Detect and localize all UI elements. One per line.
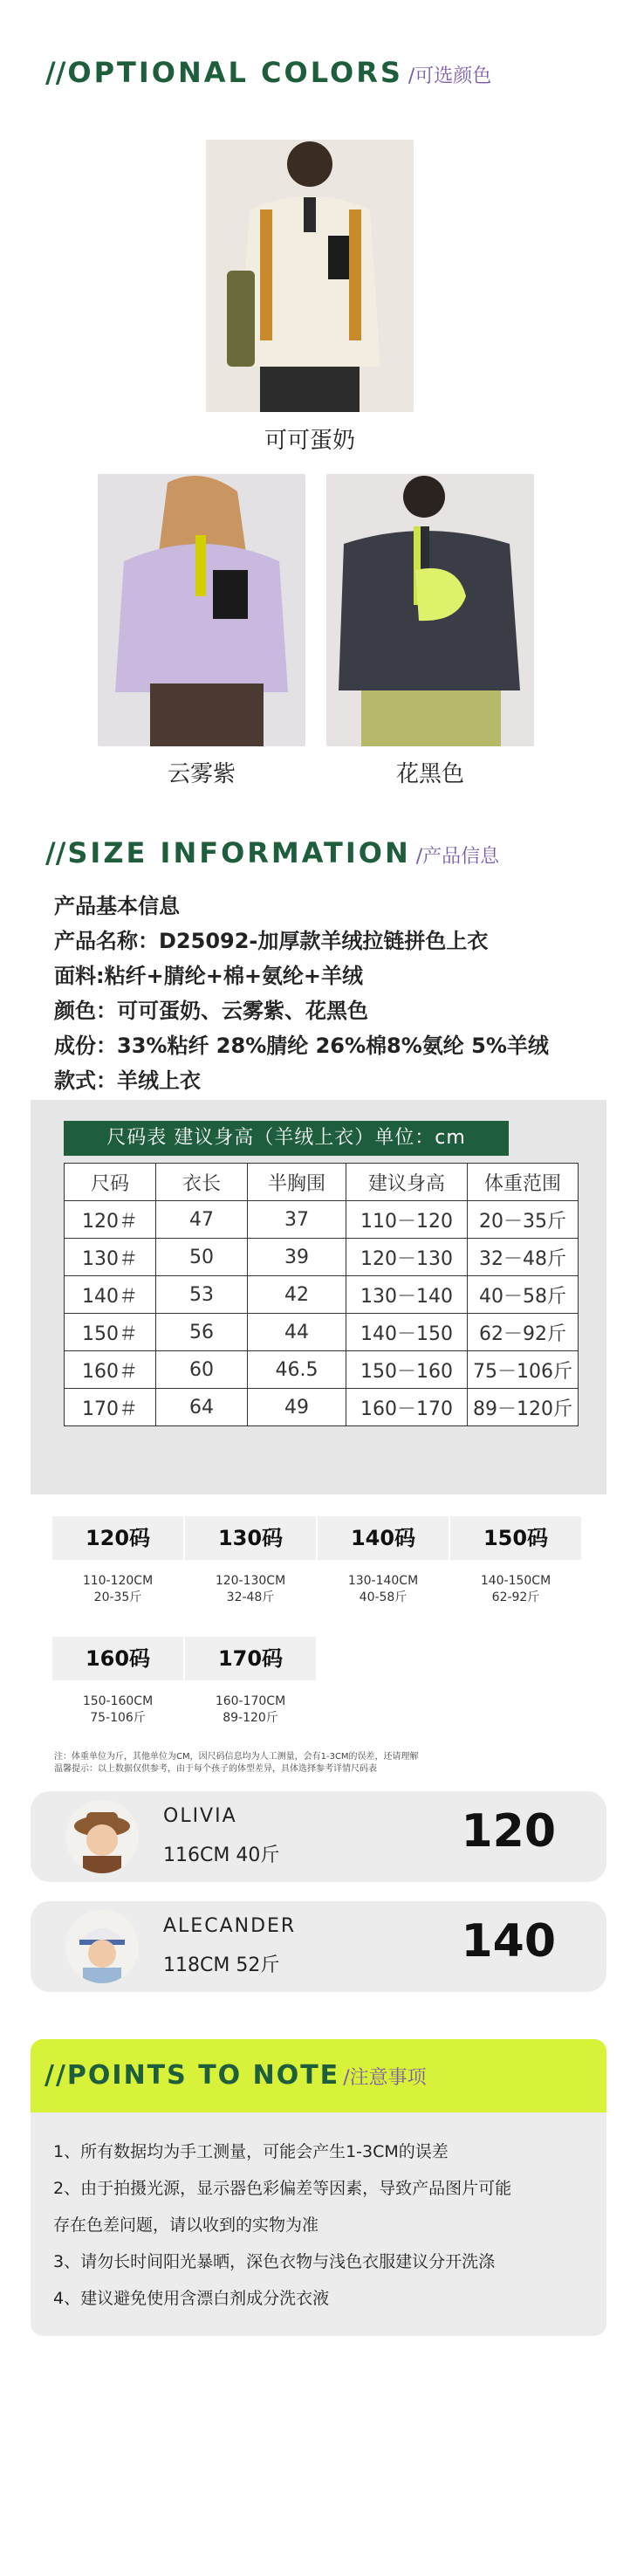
table-cell: 140－150 <box>346 1314 468 1351</box>
size-tab-120-desc <box>52 1573 183 1606</box>
tab-weight: 20-35斤 <box>93 1590 142 1604</box>
tab-weight: 40-58斤 <box>359 1590 408 1604</box>
points-to-note-header <box>31 2039 606 2112</box>
measure-note-line1: 注：体重单位为斤，其他单位为CM，因尺码信息均为人工测量，会有1-3CM的误差，还请理解 <box>54 1752 419 1762</box>
table-cell: 150－160 <box>346 1351 468 1389</box>
tab-weight: 62-92斤 <box>491 1590 540 1604</box>
size-table-header: 尺码表 建议身高（羊绒上衣）单位：cm <box>64 1121 509 1156</box>
color-name-cocoa: 可可蛋奶 <box>264 428 355 454</box>
avatar-olivia-icon <box>65 1800 139 1873</box>
table-cell: 44 <box>248 1314 346 1351</box>
model-card-olivia[interactable] <box>31 1791 606 1882</box>
measure-note <box>54 1751 595 1776</box>
size-information-title: // SIZE INFORMATION /产品信息 <box>45 836 500 869</box>
avatar-alecander-icon <box>65 1910 139 1983</box>
model-black-illustration <box>326 474 534 746</box>
color-photo-cocoa[interactable] <box>206 140 414 412</box>
table-row <box>65 1351 579 1389</box>
list-item: 4、建议避免使用含漂白剂成分洗衣液 <box>53 2289 330 2308</box>
color-photo-purple[interactable] <box>98 474 305 746</box>
table-row <box>65 1314 579 1351</box>
table-cell: 140＃ <box>65 1276 156 1314</box>
tab-height: 160-170CM <box>215 1694 286 1708</box>
product-style: 款式：羊绒上衣 <box>54 1068 201 1093</box>
model-card-alecander[interactable] <box>31 1901 606 1992</box>
product-fabric: 面料:粘纤+腈纶+棉+氨纶+羊绒 <box>54 964 364 988</box>
table-cell: 75－106斤 <box>468 1351 579 1389</box>
list-item: 1、所有数据均为手工测量，可能会产生1-3CM的误差 <box>53 2142 449 2161</box>
table-cell: 42 <box>248 1276 346 1314</box>
tab-height: 120-130CM <box>215 1574 286 1588</box>
table-cell: 46.5 <box>248 1351 346 1389</box>
table-cell: 120－130 <box>346 1239 468 1276</box>
model-size: 120 <box>461 1805 556 1858</box>
list-item: 存在色差问题，请以收到的实物为准 <box>53 2215 319 2235</box>
size-tab-170-desc <box>185 1693 316 1727</box>
measure-note-line2: 温馨提示：以上数据仅供参考，由于每个孩子的体型差异，具体选择参考详情尺码表 <box>54 1764 377 1774</box>
size-tab-160[interactable]: 160码 <box>52 1637 183 1680</box>
tab-weight: 32-48斤 <box>226 1590 275 1604</box>
product-info <box>54 889 549 1133</box>
model-cocoa-illustration <box>206 140 414 412</box>
avatar <box>65 1910 139 1983</box>
optional-colors-title: // OPTIONAL COLORS /可选颜色 <box>45 56 492 89</box>
table-cell: 120＃ <box>65 1201 156 1239</box>
table-cell: 89－120斤 <box>468 1389 579 1426</box>
col-header: 建议身高 <box>346 1164 468 1201</box>
model-size: 140 <box>461 1915 556 1968</box>
notes-list <box>53 2133 594 2317</box>
table-row <box>65 1389 579 1426</box>
points-to-note-title: //POINTS TO NOTE /注意事项 <box>45 2060 427 2091</box>
size-table-head-row <box>65 1164 579 1201</box>
points-to-note-panel <box>31 2039 606 2336</box>
color-name-purple: 云雾紫 <box>167 761 236 787</box>
table-cell: 60 <box>156 1351 248 1389</box>
table-cell: 32－48斤 <box>468 1239 579 1276</box>
table-cell: 160－170 <box>346 1389 468 1426</box>
product-composition: 成份：33%粘纤 28%腈纶 26%棉8%氨纶 5%羊绒 <box>54 1034 549 1058</box>
table-row <box>65 1201 579 1239</box>
model-stats: 118CM 52斤 <box>163 1954 280 1976</box>
tab-height: 130-140CM <box>347 1574 419 1588</box>
avatar <box>65 1800 139 1873</box>
table-cell: 47 <box>156 1201 248 1239</box>
size-tab-130[interactable]: 130码 <box>185 1516 316 1560</box>
table-cell: 150＃ <box>65 1314 156 1351</box>
table-cell: 56 <box>156 1314 248 1351</box>
model-purple-illustration <box>98 474 305 746</box>
size-tab-140-desc <box>318 1573 449 1606</box>
product-info-heading: 产品基本信息 <box>54 894 180 918</box>
product-name: 产品名称：D25092-加厚款羊绒拉链拼色上衣 <box>54 929 489 953</box>
table-cell: 170＃ <box>65 1389 156 1426</box>
size-tab-140[interactable]: 140码 <box>318 1516 449 1560</box>
table-cell: 130＃ <box>65 1239 156 1276</box>
table-row <box>65 1276 579 1314</box>
table-cell: 53 <box>156 1276 248 1314</box>
size-tab-170[interactable]: 170码 <box>185 1637 316 1680</box>
list-item: 3、请勿长时间阳光暴晒，深色衣物与浅色衣服建议分开洗涤 <box>53 2252 496 2271</box>
size-table <box>64 1163 579 1426</box>
table-cell: 49 <box>248 1389 346 1426</box>
tab-height: 110-120CM <box>82 1574 154 1588</box>
tab-height: 140-150CM <box>480 1574 551 1588</box>
size-tab-130-desc <box>185 1573 316 1606</box>
list-item: 2、由于拍摄光源，显示器色彩偏差等因素，导致产品图片可能 <box>53 2179 512 2198</box>
tab-height: 150-160CM <box>82 1694 154 1708</box>
table-cell: 39 <box>248 1239 346 1276</box>
size-tab-150-desc <box>450 1573 581 1606</box>
table-row <box>65 1239 579 1276</box>
size-table-panel <box>31 1100 606 1494</box>
table-cell: 40－58斤 <box>468 1276 579 1314</box>
table-cell: 130－140 <box>346 1276 468 1314</box>
table-cell: 50 <box>156 1239 248 1276</box>
product-color: 颜色：可可蛋奶、云雾紫、花黑色 <box>54 999 368 1023</box>
table-cell: 37 <box>248 1201 346 1239</box>
table-cell: 110－120 <box>346 1201 468 1239</box>
col-header: 体重范围 <box>468 1164 579 1201</box>
table-cell: 20－35斤 <box>468 1201 579 1239</box>
color-photo-black[interactable] <box>326 474 534 746</box>
table-cell: 64 <box>156 1389 248 1426</box>
size-tab-150[interactable]: 150码 <box>450 1516 581 1560</box>
tab-weight: 89-120斤 <box>223 1711 278 1725</box>
model-stats: 116CM 40斤 <box>163 1844 280 1866</box>
col-header: 尺码 <box>65 1164 156 1201</box>
table-cell: 62－92斤 <box>468 1314 579 1351</box>
size-tab-120[interactable]: 120码 <box>52 1516 183 1560</box>
table-cell: 160＃ <box>65 1351 156 1389</box>
color-name-black: 花黑色 <box>395 761 464 787</box>
col-header: 衣长 <box>156 1164 248 1201</box>
tab-weight: 75-106斤 <box>90 1711 146 1725</box>
model-name: OLIVIA <box>163 1805 237 1827</box>
col-header: 半胸围 <box>248 1164 346 1201</box>
size-tab-160-desc <box>52 1693 183 1727</box>
model-name: ALECANDER <box>163 1915 297 1937</box>
